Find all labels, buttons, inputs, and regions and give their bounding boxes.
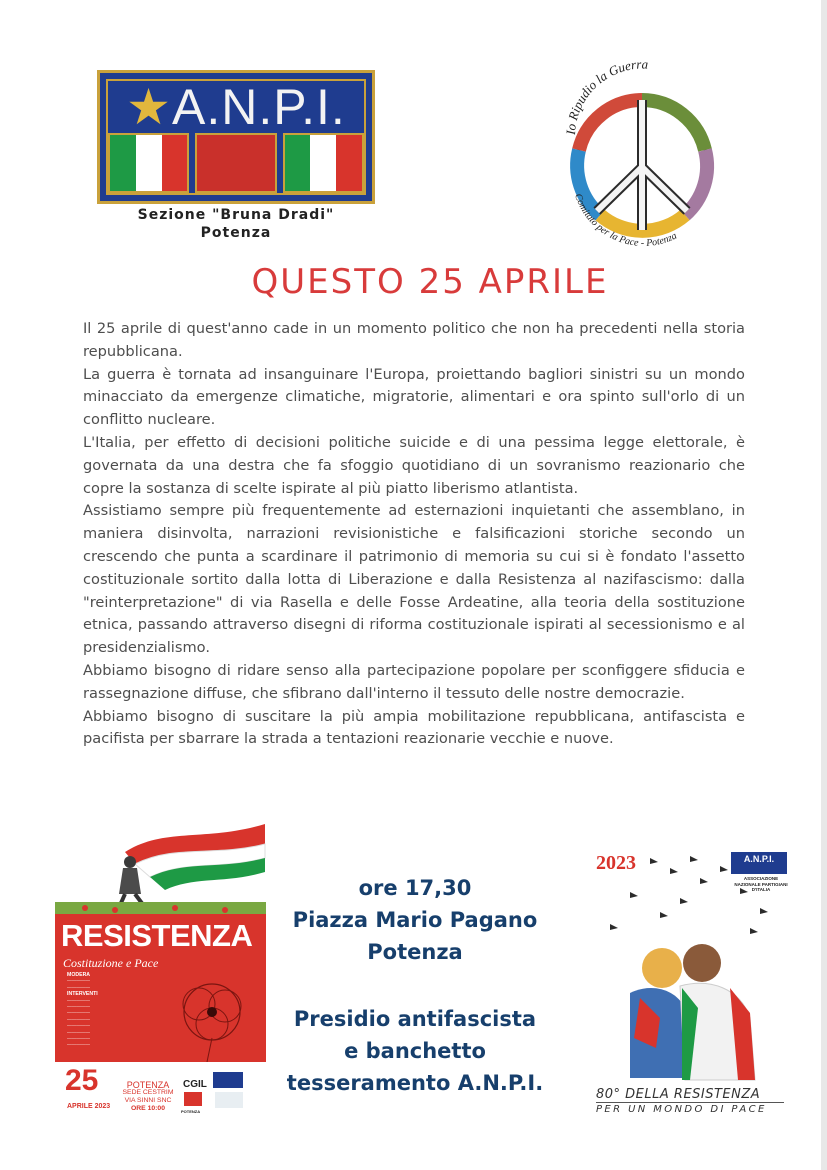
red-flag-icon [195,133,276,193]
poster-modera-label: MODERA [67,972,91,978]
cgil-sub: POTENZA [181,1109,201,1114]
poster-illustration [55,822,266,922]
right-poster-caption: 80° DELLA RESISTENZA [596,1087,761,1102]
sponsor-logos-icon [215,1092,243,1108]
page-edge [821,0,827,1170]
poppy-icon [167,972,257,1062]
right-poster-assoc: ASSOCIAZIONE NAZIONALE PARTIGIANI D'ITALIA [734,876,788,892]
anpi-logo-text: A.N.P.I. [172,79,346,135]
section-city: Potenza [200,225,272,241]
right-anpi-text: A.N.P.I. [743,854,775,864]
anpi-section-label [97,206,375,242]
poster-month-year: APRILE 2023 [67,1103,111,1110]
poster-interventi-label: INTERVENTI [67,991,98,998]
poster-time: ORE 10:00 [130,1105,165,1112]
right-poster-anpi-logo [731,852,787,874]
paragraph: Assistiamo sempre più frequentemente ad esternazioni inquietanti che assemblano, in maniera disinvolta, narrazioni revisionistiche e falsificazioni storiche secondo un crescendo che punta a scardinare il patrimonio di memoria su cui si è fondato l'assetto costituzionale sortito dalla lotta di Liberazione e dalla Resistenza al nazifascismo: dalla "reinterpretazione" di via Rasella e delle Fosse Ardeatine, alla teoria della sostituzione etnica, passando attraverso disegni di riforma costituzionale ispirati al secessionismo e al presidenzialismo. [83,502,745,657]
italian-flag-icon [108,133,189,193]
paragraph: L'Italia, per effetto di decisioni politiche suicide e di una pessima legge elettorale, è governata da una destra che fa sfoggio quotidiano di un sovranismo reazionario che copre la sostanza di scelte ispirate al più piatto liberismo atlantista. [83,433,745,497]
poster-city: POTENZA [126,1080,170,1090]
peace-bottom-text: Comitato per la Pace - Potenza [572,192,679,249]
event-line: e banchetto [344,1039,486,1063]
poster-venue [121,1081,175,1113]
peace-symbol-logo [555,55,730,255]
poster-speakers: MODERA ————— ————— INTERVENTI ————— ————— ————— ————— ————— ————— ————— ————— [67,972,98,1048]
paragraph: Abbiamo bisogno di ridare senso alla partecipazione popolare per sconfiggere sfiducia e rassegnazione diffuse, che sfibrano dall'interno il tessuto delle nostre democrazie. [83,661,745,702]
resistenza-poster [55,822,266,1118]
caption-divider [596,1102,784,1103]
cgil-logo-text: CGIL [183,1079,207,1090]
section-name: Sezione "Bruna Dradi" [137,207,335,223]
peace-top-text: Io Ripudio la Guerra [562,56,649,136]
star-icon: ★ [126,79,172,135]
poster-subtitle: Costituzione e Pace [63,956,159,970]
event-time: ore 17,30 [358,876,472,900]
paragraph: Abbiamo bisogno di suscitare la più ampia mobilitazione repubblicana, antifascista e pacifista per sbarrare la strada a tentazioni reazionarie vecchie e nuove. [83,707,745,748]
poster-day: 25 [65,1064,99,1097]
event-line: Presidio antifascista [293,1007,537,1031]
event-time-place [270,872,560,968]
anpi-logo [97,70,375,204]
italian-flag-icon [283,133,364,193]
paragraph: La guerra è tornata ad insanguinare l'Europa, proiettando bagliori sinistri su un mondo minacciato da emergenze climatiche, migratorie, alimentari e ora spinto sull'orlo di un conflitto nucleare. [83,365,745,429]
event-line: tesseramento A.N.P.I. [286,1071,544,1095]
right-poster-subcaption: PER UN MONDO DI PACE [596,1104,767,1115]
poster-title: RESISTENZA [61,918,253,953]
anpi-mini-logo-icon [213,1072,243,1088]
right-poster-year: 2023 [596,852,636,874]
poster-venue-name: SEDE CESTRIM [122,1089,174,1096]
event-city: Potenza [367,940,463,964]
event-description [270,1003,560,1099]
page-title: QUESTO 25 APRILE [251,262,609,302]
cgil-logo-icon [184,1092,202,1106]
flag-row [108,133,364,193]
paragraph: Il 25 aprile di quest'anno cade in un momento politico che non ha precedenti nella storia repubblicana. [83,320,745,360]
event-place: Piazza Mario Pagano [292,908,538,932]
anpi-logo-title [100,79,372,135]
article-body [83,318,745,751]
poster-street: VIA SINNI SNC [124,1097,172,1104]
